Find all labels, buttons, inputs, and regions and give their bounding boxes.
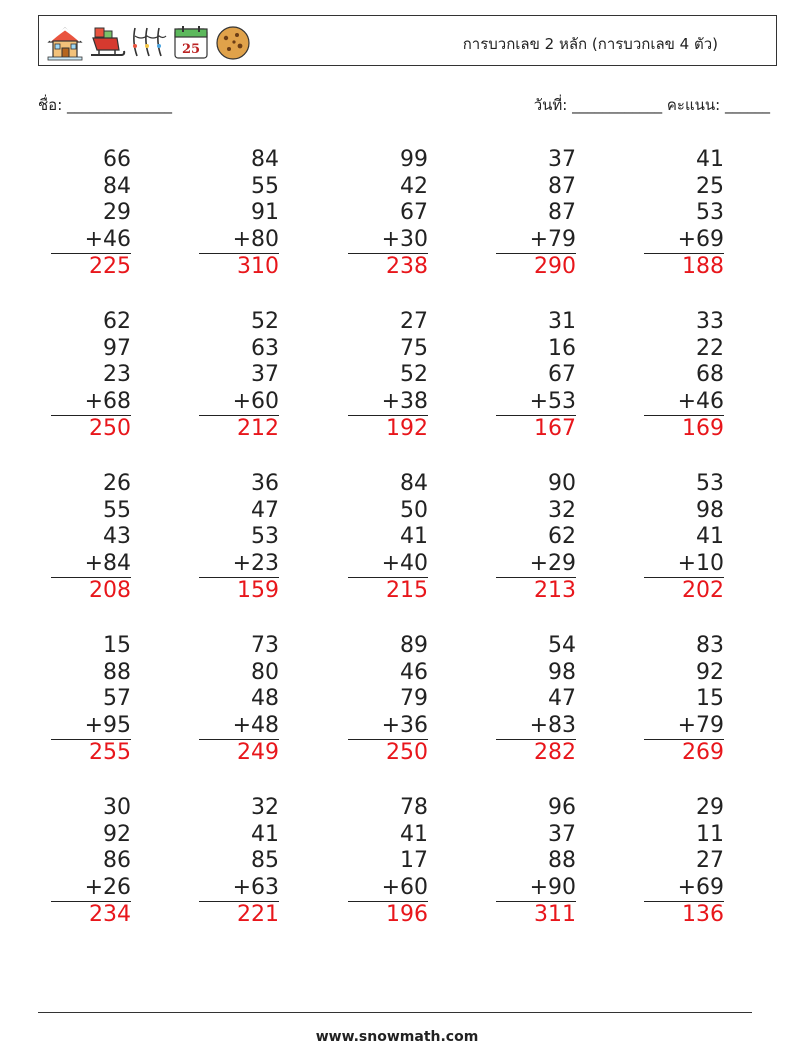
answer: 167 [534, 416, 576, 441]
addend: 47 [251, 497, 279, 523]
answer: 310 [237, 254, 279, 279]
addend: 53 [696, 471, 724, 496]
addend: 50 [400, 497, 428, 523]
answer: 250 [386, 740, 428, 765]
addition-problem [348, 147, 428, 281]
addend: 36 [251, 471, 279, 496]
addition-problem [496, 309, 576, 443]
house-icon [45, 22, 85, 62]
addend: 78 [400, 795, 428, 820]
addend: 83 [696, 633, 724, 658]
addition-problem [199, 147, 279, 281]
addend: 27 [696, 848, 724, 873]
addend: 85 [251, 848, 279, 873]
last-addend: +80 [199, 227, 279, 255]
addend: 84 [103, 173, 131, 199]
last-addend: +30 [348, 227, 428, 255]
answer: 212 [237, 416, 279, 441]
addend: 67 [548, 362, 576, 387]
addend: 47 [548, 686, 576, 711]
addition-problem [496, 633, 576, 767]
worksheet-title: การบวกเลข 2 หลัก (การบวกเลข 4 ตัว) [462, 35, 718, 53]
name-line [38, 93, 172, 117]
answer: 159 [237, 578, 279, 603]
addend: 84 [251, 147, 279, 172]
addend: 30 [103, 795, 131, 820]
answer: 225 [89, 254, 131, 279]
addend: 41 [251, 821, 279, 847]
last-addend: +84 [51, 551, 131, 579]
addend: 17 [400, 848, 428, 873]
addend: 87 [548, 200, 576, 225]
last-addend: +53 [496, 389, 576, 417]
addend: 22 [696, 335, 724, 361]
addend: 90 [548, 471, 576, 496]
answer: 250 [89, 416, 131, 441]
addend: 29 [103, 200, 131, 225]
date-score-line [534, 93, 770, 117]
addend: 27 [400, 309, 428, 334]
answer: 282 [534, 740, 576, 765]
addition-problem [348, 633, 428, 767]
addend: 63 [251, 335, 279, 361]
addend: 62 [103, 309, 131, 334]
addition-problem [348, 309, 428, 443]
addend: 97 [103, 335, 131, 361]
footer-site: www.snowmath.com [315, 1029, 479, 1045]
addend: 91 [251, 200, 279, 225]
addend: 32 [251, 795, 279, 820]
addend: 43 [103, 524, 131, 549]
answer: 215 [386, 578, 428, 603]
calendar-icon [171, 22, 211, 62]
addend: 55 [103, 497, 131, 523]
answer: 238 [386, 254, 428, 279]
last-addend: +60 [348, 875, 428, 903]
addend: 41 [400, 524, 428, 549]
last-addend: +40 [348, 551, 428, 579]
score-field[interactable]: ______ [725, 96, 770, 114]
addition-problem [199, 633, 279, 767]
answer: 202 [682, 578, 724, 603]
last-addend: +29 [496, 551, 576, 579]
addend: 75 [400, 335, 428, 361]
addend: 16 [548, 335, 576, 361]
addition-problem [644, 471, 724, 605]
answer: 311 [534, 902, 576, 927]
addend: 26 [103, 471, 131, 496]
sleigh-icon [87, 22, 127, 62]
addend: 99 [400, 147, 428, 172]
answer: 255 [89, 740, 131, 765]
last-addend: +10 [644, 551, 724, 579]
header-icons [45, 22, 253, 62]
answer: 269 [682, 740, 724, 765]
addition-problem [199, 795, 279, 929]
addend: 57 [103, 686, 131, 711]
addend: 92 [696, 659, 724, 685]
answer: 290 [534, 254, 576, 279]
addend: 41 [696, 147, 724, 172]
score-label: คะแนน: [666, 96, 721, 114]
addend: 67 [400, 200, 428, 225]
addend: 37 [251, 362, 279, 387]
addition-problem [496, 471, 576, 605]
addend: 41 [400, 821, 428, 847]
addition-problem [496, 147, 576, 281]
last-addend: +38 [348, 389, 428, 417]
date-label: วันที่: [533, 96, 568, 114]
addend: 37 [548, 147, 576, 172]
addition-problem [644, 309, 724, 443]
addend: 52 [251, 309, 279, 334]
addition-problem [199, 309, 279, 443]
addition-problem [199, 471, 279, 605]
footer-divider [38, 1012, 752, 1013]
addition-problem [644, 147, 724, 281]
addend: 68 [696, 362, 724, 387]
last-addend: +83 [496, 713, 576, 741]
answer: 221 [237, 902, 279, 927]
addend: 54 [548, 633, 576, 658]
answer: 249 [237, 740, 279, 765]
addend: 55 [251, 173, 279, 199]
addend: 88 [103, 659, 131, 685]
addend: 11 [696, 821, 724, 847]
addend: 92 [103, 821, 131, 847]
last-addend: +46 [644, 389, 724, 417]
addend: 86 [103, 848, 131, 873]
last-addend: +23 [199, 551, 279, 579]
addend: 96 [548, 795, 576, 820]
addend: 98 [696, 497, 724, 523]
addend: 32 [548, 497, 576, 523]
addend: 42 [400, 173, 428, 199]
addend: 89 [400, 633, 428, 658]
addend: 41 [696, 524, 724, 549]
last-addend: +46 [51, 227, 131, 255]
addition-problem [51, 147, 131, 281]
last-addend: +79 [644, 713, 724, 741]
addition-problem [51, 795, 131, 929]
worksheet-header [38, 15, 777, 66]
addend: 52 [400, 362, 428, 387]
last-addend: +26 [51, 875, 131, 903]
last-addend: +60 [199, 389, 279, 417]
addend: 25 [696, 173, 724, 199]
addend: 15 [103, 633, 131, 658]
addend: 98 [548, 659, 576, 685]
last-addend: +36 [348, 713, 428, 741]
addend: 46 [400, 659, 428, 685]
addend: 29 [696, 795, 724, 820]
addend: 84 [400, 471, 428, 496]
last-addend: +79 [496, 227, 576, 255]
last-addend: +69 [644, 875, 724, 903]
date-field[interactable]: ____________ [572, 96, 663, 114]
answer: 208 [89, 578, 131, 603]
addend: 66 [103, 147, 131, 172]
addition-problem [644, 633, 724, 767]
name-field[interactable]: ______________ [67, 96, 173, 114]
addend: 53 [696, 200, 724, 225]
addend: 37 [548, 821, 576, 847]
name-label: ชื่อ: [38, 96, 63, 114]
answer: 136 [682, 902, 724, 927]
answer: 169 [682, 416, 724, 441]
addend: 73 [251, 633, 279, 658]
addition-problem [348, 795, 428, 929]
calendar-day: 25 [181, 42, 201, 57]
answer: 213 [534, 578, 576, 603]
addition-problem [348, 471, 428, 605]
addend: 80 [251, 659, 279, 685]
addition-problem [51, 309, 131, 443]
cookie-icon [213, 22, 253, 62]
addend: 15 [696, 686, 724, 711]
last-addend: +68 [51, 389, 131, 417]
addition-problem [51, 471, 131, 605]
last-addend: +63 [199, 875, 279, 903]
addend: 23 [103, 362, 131, 387]
addition-problem [51, 633, 131, 767]
answer: 234 [89, 902, 131, 927]
addend: 62 [548, 524, 576, 549]
addend: 53 [251, 524, 279, 549]
addend: 87 [548, 173, 576, 199]
addend: 48 [251, 686, 279, 711]
answer: 196 [386, 902, 428, 927]
lights-icon [129, 22, 169, 62]
addend: 88 [548, 848, 576, 873]
addend: 79 [400, 686, 428, 711]
last-addend: +69 [644, 227, 724, 255]
addend: 33 [696, 309, 724, 334]
answer: 188 [682, 254, 724, 279]
answer: 192 [386, 416, 428, 441]
addend: 31 [548, 309, 576, 334]
last-addend: +90 [496, 875, 576, 903]
addition-problem [644, 795, 724, 929]
addition-problem [496, 795, 576, 929]
last-addend: +95 [51, 713, 131, 741]
last-addend: +48 [199, 713, 279, 741]
